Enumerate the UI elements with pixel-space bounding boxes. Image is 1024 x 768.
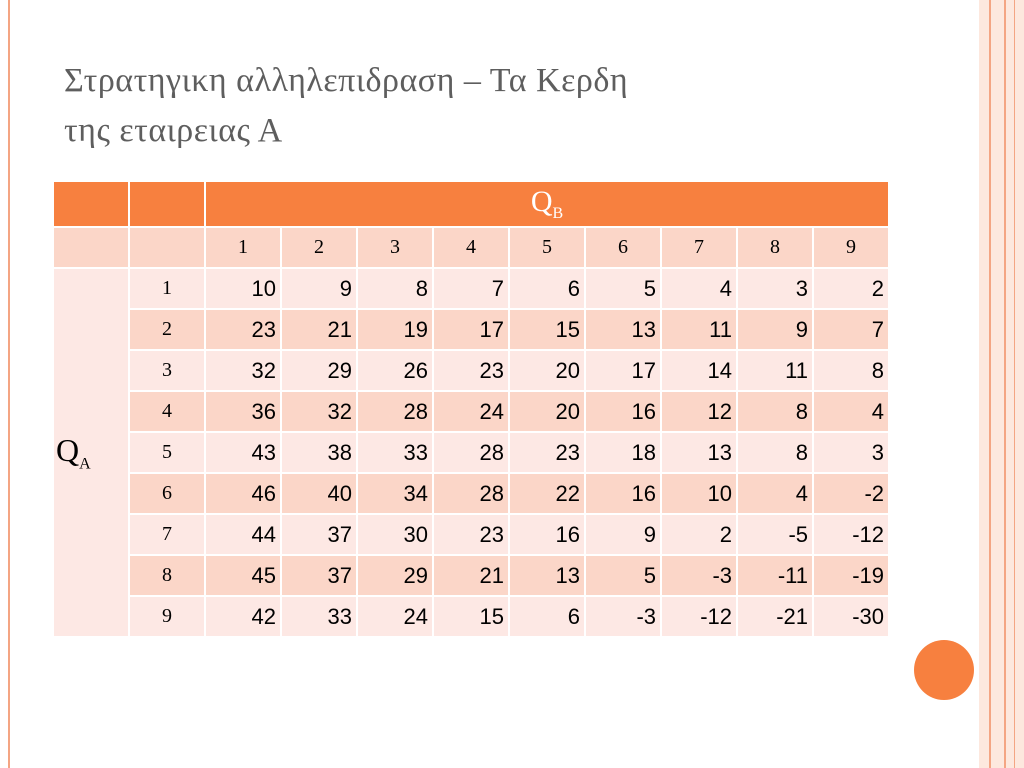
decor-circle: [914, 640, 974, 700]
table-cell: 43: [205, 432, 281, 473]
table-row: [53, 350, 889, 391]
title-line-2: της εταιρειας Α: [64, 112, 283, 149]
table-cell: 26: [357, 350, 433, 391]
table-cell: 16: [585, 391, 661, 432]
table-cell: 8: [813, 350, 889, 391]
table-cell: 11: [661, 309, 737, 350]
table-cell: 21: [433, 555, 509, 596]
table-cell: 22: [509, 473, 585, 514]
right-decor-band: [979, 0, 1024, 768]
column-header: 4: [433, 227, 509, 268]
table-cell: 20: [509, 350, 585, 391]
column-header: 7: [661, 227, 737, 268]
table-cell: 5: [585, 555, 661, 596]
table-cell: 46: [205, 473, 281, 514]
table-cell: 38: [281, 432, 357, 473]
table-cell: -11: [737, 555, 813, 596]
table-cell: 15: [433, 596, 509, 637]
table-cell: 17: [585, 350, 661, 391]
table-cell: 8: [357, 268, 433, 309]
column-header: 6: [585, 227, 661, 268]
table-cell: 10: [205, 268, 281, 309]
row-label: 4: [129, 391, 205, 432]
table-cell: 8: [737, 391, 813, 432]
row-label: 6: [129, 473, 205, 514]
row-label: 5: [129, 432, 205, 473]
table-cell: 13: [661, 432, 737, 473]
table-cell: 18: [585, 432, 661, 473]
table-cell: 5: [585, 268, 661, 309]
table-row: [53, 432, 889, 473]
table-cell: 33: [357, 432, 433, 473]
row-label: 7: [129, 514, 205, 555]
table-cell: -2: [813, 473, 889, 514]
corner-cell: [53, 181, 129, 227]
table-cell: 45: [205, 555, 281, 596]
qb-header: [205, 181, 889, 227]
qb-subscript: B: [552, 205, 564, 222]
table-cell: 34: [357, 473, 433, 514]
table-cell: -30: [813, 596, 889, 637]
column-header: 9: [813, 227, 889, 268]
table-cell: 3: [737, 268, 813, 309]
title-line-1: Στρατηγικη αλληλεπιδραση – Τα Κερδη: [64, 62, 629, 99]
right-decor-line: [1014, 0, 1015, 768]
qa-label: Q: [56, 431, 80, 468]
table-cell: 3: [813, 432, 889, 473]
table-cell: 28: [357, 391, 433, 432]
table-cell: 10: [661, 473, 737, 514]
table-cell: 28: [433, 432, 509, 473]
column-header: 3: [357, 227, 433, 268]
table-cell: -12: [661, 596, 737, 637]
table-cell: 4: [813, 391, 889, 432]
table-cell: 12: [661, 391, 737, 432]
table-row: [53, 268, 889, 309]
table-cell: 7: [433, 268, 509, 309]
table-row: [53, 596, 889, 637]
table-cell: 23: [433, 350, 509, 391]
table-cell: 4: [737, 473, 813, 514]
table-cell: -12: [813, 514, 889, 555]
row-label: 8: [129, 555, 205, 596]
qa-subscript: A: [79, 455, 91, 473]
profit-table: [52, 180, 890, 638]
table-cell: 24: [357, 596, 433, 637]
table-cell: 42: [205, 596, 281, 637]
table-cell: 11: [737, 350, 813, 391]
table-cell: 21: [281, 309, 357, 350]
table-cell: 37: [281, 555, 357, 596]
corner-cell: [53, 227, 129, 268]
table-cell: 33: [281, 596, 357, 637]
right-decor-line: [1004, 0, 1006, 768]
corner-cell: [129, 181, 205, 227]
table-cell: -21: [737, 596, 813, 637]
table-cell: 6: [509, 268, 585, 309]
table-cell: 9: [281, 268, 357, 309]
table-cell: 9: [585, 514, 661, 555]
corner-cell: [129, 227, 205, 268]
table-cell: 23: [433, 514, 509, 555]
right-decor-line: [989, 0, 991, 768]
table-cell: 16: [585, 473, 661, 514]
table-cell: 29: [281, 350, 357, 391]
table-cell: 9: [737, 309, 813, 350]
table-row: [53, 555, 889, 596]
left-decor-line: [8, 0, 10, 768]
table-cell: -3: [585, 596, 661, 637]
slide-title: [64, 56, 944, 156]
header-row-qb: [53, 181, 889, 227]
table-cell: 6: [509, 596, 585, 637]
table-cell: 8: [737, 432, 813, 473]
table-cell: 44: [205, 514, 281, 555]
table-cell: 32: [205, 350, 281, 391]
table-cell: 40: [281, 473, 357, 514]
table-cell: -19: [813, 555, 889, 596]
row-label: 2: [129, 309, 205, 350]
column-header: 5: [509, 227, 585, 268]
table-cell: 29: [357, 555, 433, 596]
table-cell: 17: [433, 309, 509, 350]
table-cell: 7: [813, 309, 889, 350]
table-cell: 24: [433, 391, 509, 432]
table-cell: 23: [509, 432, 585, 473]
table-row: [53, 391, 889, 432]
row-label: 3: [129, 350, 205, 391]
table-cell: 13: [509, 555, 585, 596]
column-header: 2: [281, 227, 357, 268]
table-row: [53, 309, 889, 350]
qa-header: [53, 268, 129, 637]
table-cell: 20: [509, 391, 585, 432]
table-cell: 14: [661, 350, 737, 391]
row-label: 1: [129, 268, 205, 309]
table-row: [53, 473, 889, 514]
table-cell: 13: [585, 309, 661, 350]
table-cell: 2: [661, 514, 737, 555]
table-cell: 19: [357, 309, 433, 350]
row-label: 9: [129, 596, 205, 637]
table-row: [53, 514, 889, 555]
table-cell: -3: [661, 555, 737, 596]
table-cell: 16: [509, 514, 585, 555]
header-row-columns: [53, 227, 889, 268]
table-cell: 32: [281, 391, 357, 432]
qb-label: Q: [530, 185, 553, 218]
table-cell: 4: [661, 268, 737, 309]
column-header: 1: [205, 227, 281, 268]
column-header: 8: [737, 227, 813, 268]
table-cell: 30: [357, 514, 433, 555]
table-cell: -5: [737, 514, 813, 555]
table-cell: 28: [433, 473, 509, 514]
table-cell: 15: [509, 309, 585, 350]
table-cell: 37: [281, 514, 357, 555]
table-cell: 2: [813, 268, 889, 309]
table-cell: 36: [205, 391, 281, 432]
table-cell: 23: [205, 309, 281, 350]
